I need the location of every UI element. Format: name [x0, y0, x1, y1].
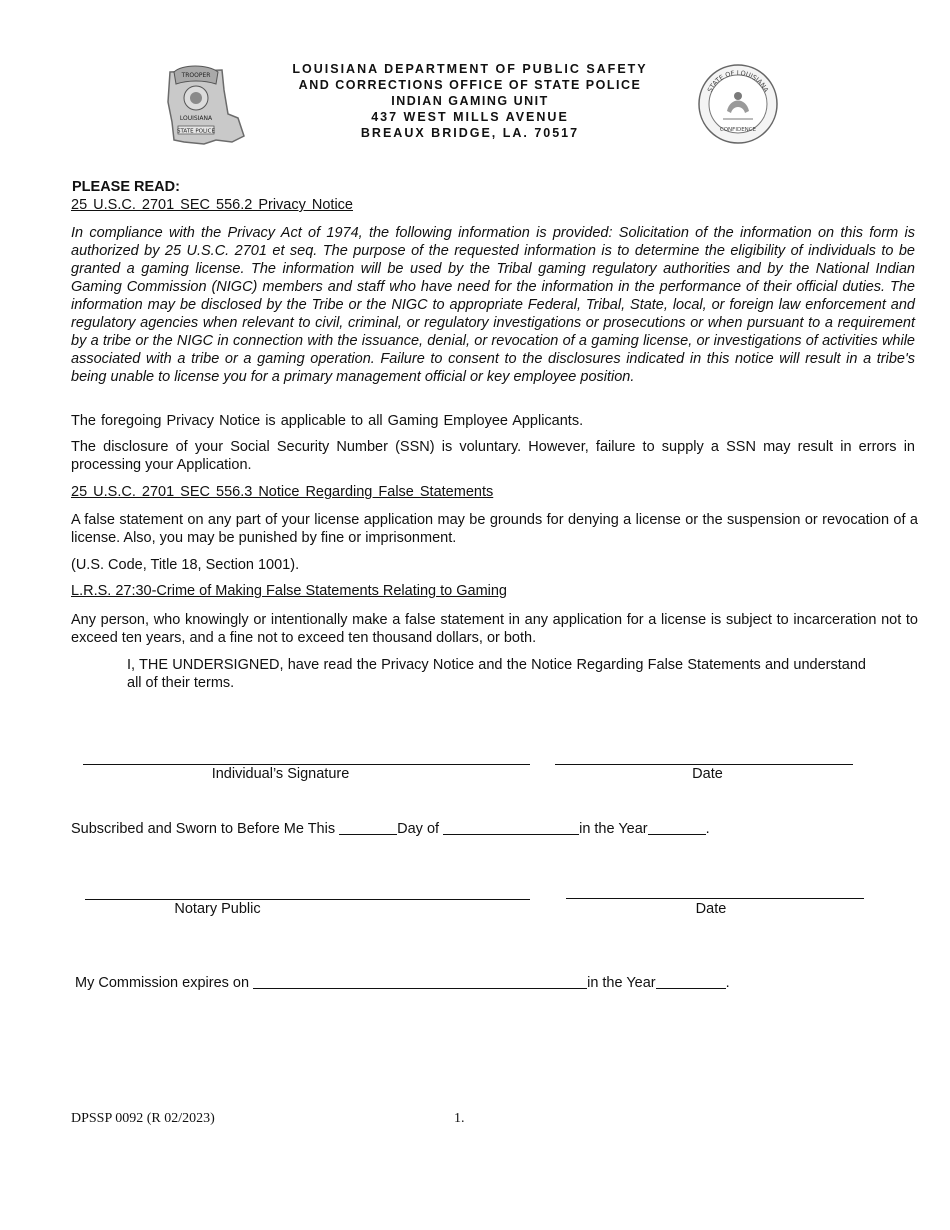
false-statements-heading: 25 U.S.C. 2701 SEC 556.3 Notice Regarding False Statements — [71, 484, 494, 500]
seal-icon — [697, 63, 779, 145]
applicable-notice-text: The foregoing Privacy Notice is applicable to all Gaming Employee Applicants. — [71, 413, 584, 429]
notary-public-label: Notary Public — [174, 901, 261, 917]
sworn-year-label: in the Year — [579, 821, 648, 837]
svg-text:TROOPER: TROOPER — [181, 72, 211, 79]
svg-text:STATE OF LOUISIANA: STATE OF LOUISIANA — [705, 68, 771, 94]
signature-date-line[interactable] — [555, 764, 853, 765]
sworn-end: . — [705, 821, 710, 837]
false-statements-text: A false statement on any part of your license application may be grounds for denying a license or the suspension or revocation of a license. Also, you may be punished by fine or imprisonment. — [71, 512, 918, 546]
sworn-day-label: Day of — [397, 821, 440, 837]
notary-signature-line[interactable] — [85, 899, 530, 900]
page-number: 1. — [454, 1111, 465, 1126]
form-code: DPSSP 0092 (R 02/2023) — [71, 1111, 215, 1126]
sworn-month-blank[interactable] — [443, 820, 579, 835]
header-unit: INDIAN GAMING UNIT — [391, 94, 549, 108]
individual-signature-label: Individual’s Signature — [211, 766, 350, 782]
us-code-citation: (U.S. Code, Title 18, Section 1001). — [71, 557, 300, 573]
commission-end: . — [725, 975, 730, 991]
sworn-day-blank[interactable] — [339, 820, 397, 835]
svg-text:CONFIDENCE: CONFIDENCE — [719, 127, 757, 133]
signature-date-label: Date — [692, 766, 723, 782]
commission-year-label: in the Year — [587, 975, 656, 991]
commission-year-blank[interactable] — [656, 974, 726, 989]
header-office: AND CORRECTIONS OFFICE OF STATE POLICE — [298, 78, 642, 92]
svg-text:STATE POLICE: STATE POLICE — [177, 128, 215, 135]
ssn-notice-text: The disclosure of your Social Security Number (SSN) is voluntary. However, failure to supply a SSN may result in errors in processing your Application. — [71, 439, 915, 473]
header-city: BREAUX BRIDGE, LA. 70517 — [360, 126, 580, 140]
state-police-badge-logo — [164, 62, 248, 148]
lrs-text: Any person, who knowingly or intentionally make a false statement in any application for a license is subject to incarceration not to exceed ten years, and a fine not to exceed ten thousand dollars, or both. — [71, 612, 918, 646]
undersigned-statement: I, THE UNDERSIGNED, have read the Privacy Notice and the Notice Regarding False Statements and understand all of their terms. — [127, 657, 866, 691]
state-seal-logo — [697, 63, 779, 145]
sworn-prefix: Subscribed and Sworn to Before Me This — [71, 821, 336, 837]
notary-date-label: Date — [695, 901, 727, 917]
privacy-notice-heading: 25 U.S.C. 2701 SEC 556.2 Privacy Notice — [71, 197, 353, 213]
privacy-notice-text: In compliance with the Privacy Act of 1974, the following information is provided: Solicitation of the information on this form is authorized by 25 U.S.C. 2701 et seq. The purpose of the requested information is to determine the eligibility of individuals to be granted a gaming license. The information will be used by the Tribal gaming regulatory authorities and by the National Indian Gaming Commission (NIGC) members and staff who have need for the information in the performance of their official duties. The information may be disclosed by the Tribe or the NIGC to appropriate Federal, Tribal, State, local, or foreign law enforcement and regulatory agencies when relevant to civil, criminal, or regulatory investigations or prosecutions or when pursuant to a requirement by a tribe or the NIGC in connection with the issuance, denial, or revocation of a gaming license, or investigations of activities while associated with a tribe or a gaming operation. Failure to consent to the disclosures indicated in this notice will result in a tribe's being unable to license you for a primary management official or key employee position. — [71, 225, 915, 385]
header-department: LOUISIANA DEPARTMENT OF PUBLIC SAFETY — [292, 62, 648, 76]
header-street: 437 WEST MILLS AVENUE — [371, 110, 569, 124]
lrs-heading: L.R.S. 27:30-Crime of Making False Statements Relating to Gaming — [71, 583, 507, 599]
svg-text:LOUISIANA: LOUISIANA — [179, 115, 213, 122]
badge-icon — [164, 62, 248, 148]
commission-prefix: My Commission expires on — [75, 975, 250, 991]
please-read-heading: PLEASE READ: — [72, 179, 180, 195]
commission-date-blank[interactable] — [253, 974, 587, 989]
sworn-year-blank[interactable] — [648, 820, 706, 835]
individual-signature-line[interactable] — [83, 764, 530, 765]
commission-statement — [75, 974, 730, 991]
sworn-statement — [71, 820, 710, 837]
notary-date-line[interactable] — [566, 898, 864, 899]
